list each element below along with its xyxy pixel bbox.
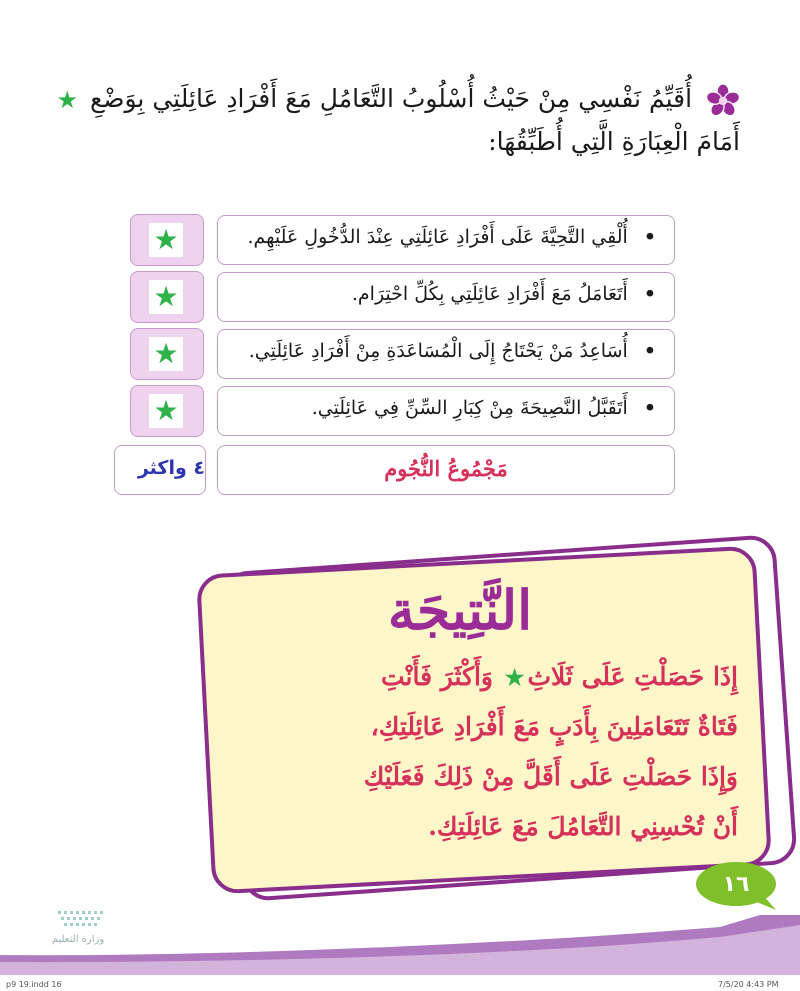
instruction-text [50, 78, 740, 163]
green-star-icon: ★ [149, 394, 183, 428]
statement-text: أُسَاعِدُ مَنْ يَحْتَاجُ إِلَى الْمُسَاعَدَةِ مِنْ أَفْرَادِ عَائِلَتِي. [248, 340, 628, 362]
green-star-icon: ★ [149, 337, 183, 371]
green-star-icon: ★ [504, 665, 525, 691]
statement-row-4 [217, 386, 675, 436]
green-star-icon: ★ [56, 86, 79, 115]
green-star-icon: ★ [149, 223, 183, 257]
purple-flower-icon [706, 84, 740, 118]
star-checkbox-4[interactable] [130, 385, 204, 437]
bullet: • [643, 226, 656, 248]
instruction-part2: أَمَامَ الْعِبَارَةِ الَّتِي أُطَبِّقُهَا: [488, 126, 740, 156]
instruction-part1: أُقَيِّمُ نَفْسِي مِنْ حَيْثُ أُسْلُوبُ التَّعَامُلِ مَعَ أَفْرَادِ عَائِلَتِي بِوَضْعِ [89, 84, 693, 113]
result-line-1b: وَأَكْثَرَ فَأَنْتِ [380, 662, 493, 691]
statement-text: أَتَقَبَّلُ النَّصِيحَةَ مِنْ كِبَارِ السِّنِّ فِي عَائِلَتِي. [311, 397, 628, 419]
total-stars-label: مَجْمُوعُ النُّجُوم [217, 445, 675, 495]
statement-row-2 [217, 272, 675, 322]
result-line-1a: إِذَا حَصَلْتِ عَلَى ثَلَاثِ [527, 662, 738, 691]
statement-row-1 [217, 215, 675, 265]
statement-row-3 [217, 329, 675, 379]
result-line-1 [218, 662, 738, 691]
star-checkbox-1[interactable] [130, 214, 204, 266]
bullet: • [643, 283, 656, 305]
result-line-4: أَنْ تُحْسِنِي التَّعَامُلَ مَعَ عَائِلَتِكِ. [428, 812, 738, 841]
total-stars-value[interactable]: ٤ واكثر [114, 445, 206, 495]
star-checkbox-2[interactable] [130, 271, 204, 323]
green-star-icon: ★ [149, 280, 183, 314]
ministry-name: وزارة التعليم [51, 934, 105, 945]
star-checkbox-3[interactable] [130, 328, 204, 380]
result-line-2: فَتَاةٌ تَتَعَامَلِينَ بِأَدَبٍ مَعَ أَفْرَادِ عَائِلَتِكِ، [370, 712, 738, 741]
result-line-3: وَإِذَا حَصَلْتِ عَلَى أَقَلَّ مِنْ ذَلِكَ فَعَلَيْكِ [363, 762, 738, 791]
statement-text: أُلْقِي التَّحِيَّةَ عَلَى أَفْرَادِ عَائِلَتِي عِنْدَ الدُّخُولِ عَلَيْهِم. [247, 226, 628, 248]
print-time: 7/5/20 4:43 PM [718, 980, 779, 989]
statement-text: أَتَعَامَلُ مَعَ أَفْرَادِ عَائِلَتِي بِكُلِّ احْتِرَام. [351, 283, 628, 305]
bullet: • [643, 340, 656, 362]
bullet: • [643, 397, 656, 419]
result-title: النَّتِيجَة [387, 578, 533, 642]
page-number: ١٦ [722, 872, 750, 897]
file-name: p9 19.indd 16 [6, 980, 62, 989]
